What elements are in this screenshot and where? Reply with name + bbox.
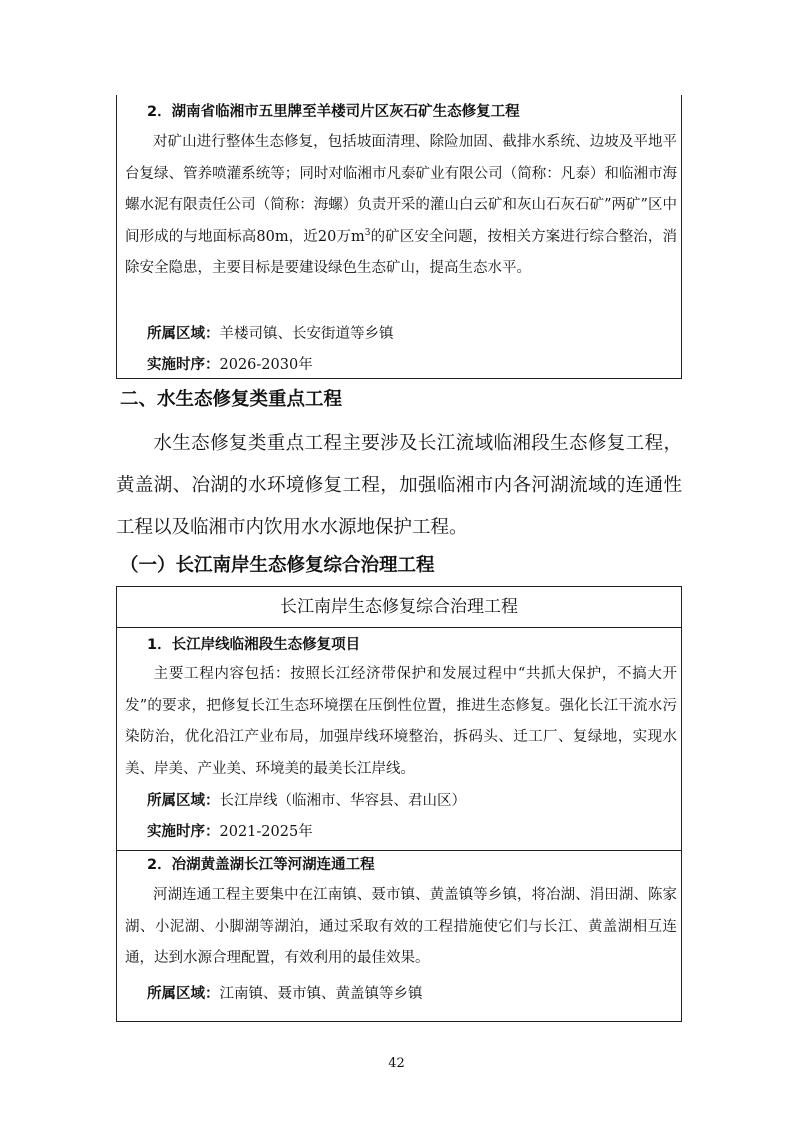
table-header: 长江南岸生态修复综合治理工程: [280, 597, 518, 617]
project-title: 1．长江岸线临湘段生态修复项目: [147, 637, 361, 653]
project-description: 河湖连通工程主要集中在江南镇、聂市镇、黄盖镇等乡镇，将冶湖、涓田湖、陈家湖、小泥湖、小脚湖等湖泊，通过采取有效的工程措施使它们与长江、黄盖湖相互连通，达到水源合理配置，有效利用的最佳效果。: [125, 887, 677, 967]
section-body: 水生态修复类重点工程主要涉及长江流域临湘段生态修复工程，黄盖湖、冶湖的水环境修复工程，加强临湘市内各河湖流域的连通性工程以及临湘市内饮用水水源地保护工程。: [116, 433, 682, 538]
page-number: 42: [388, 1056, 405, 1071]
project-title: 2．湖南省临湘市五里牌至羊楼司片区灰石矿生态修复工程: [147, 104, 520, 120]
project-description: 主要工程内容包括：按照长江经济带保护和发展过程中“共抓大保护，不搞大开发”的要求，把修复长江生态环境摆在压倒性位置，推进生态修复。强化长江干流水污染防治，优化沿江产业布局，加强岸线环境整治，拆码头、迁工厂、复绿地，实现水美、岸美、产业美、环境美的最美长江岸线。: [125, 666, 677, 777]
project-description: 对矿山进行整体生态修复，包括坡面清理、除险加固、截排水系统、边坡及平地平台复绿、管养喷灌系统等；同时对临湘市凡泰矿业有限公司（简称：凡泰）和临湘市海螺水泥有限责任公司（简称：海螺）负责开采的灌山白云矿和灰山石灰石矿”两矿”区中间形成的与地面标高80m，近20万$m^3$的矿区安全问题，按相关方案进行综合整治，消除安全隐患，主要目标是要建设绿色生态矿山，提高生态水平。: [125, 134, 677, 277]
divider: [117, 850, 681, 851]
project-region: 所属区域：长江岸线（临湘市、华容县、君山区）: [147, 793, 466, 809]
project-region: 所属区域：羊楼司镇、长安街道等乡镇: [147, 326, 394, 342]
project-period: 实施时序：2021-2025年: [147, 824, 313, 840]
project-period: 实施时序：2026-2030年: [147, 357, 313, 373]
project-table: [116, 586, 682, 1022]
project-table-continued: [116, 95, 682, 379]
section-heading: 二、水生态修复类重点工程: [120, 389, 343, 410]
project-title: 2．冶湖黄盖湖长江等河湖连通工程: [147, 857, 375, 873]
divider: [117, 627, 681, 628]
subsection-heading: （一）长江南岸生态修复综合治理工程: [120, 555, 435, 576]
project-region: 所属区域：江南镇、聂市镇、黄盖镇等乡镇: [147, 986, 423, 1002]
